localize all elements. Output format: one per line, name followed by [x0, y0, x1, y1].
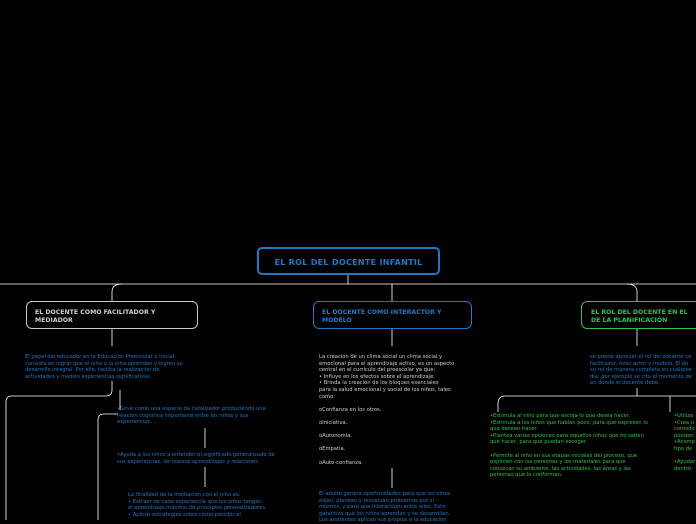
planificacion-intro-text: se puede apreciar el rol del docente co facilitador, Inter actor y modelo. El do su rol de manera completa en cualquie día, por ejemplo se cita el momento de en donde el docente debe: — [590, 354, 692, 387]
root-node-label: EL ROL DEL DOCENTE INFANTIL — [274, 258, 423, 267]
branch-planificacion-label: EL ROL DEL DOCENTE EN EL DE LA PLANIFICACIÓN — [591, 309, 688, 324]
root-node[interactable] — [257, 247, 440, 275]
branch-facilitador-node[interactable] — [26, 301, 198, 329]
branch-facilitador-label: EL DOCENTE COMO FACILITADOR Y MEDIADOR — [35, 309, 156, 324]
branch-interactor-node[interactable] — [313, 301, 472, 329]
interactor-sub-1-text: El adulto genera oportunidades para que los niños elijan, planean y resuelvan problemas por sí mismos, y para que interactúen entre ellos. Esto garantiza que los niños aprendan y se desarrollen. Los asistentes aplican sus propios a la educación — [319, 491, 451, 524]
facilitador-sub-3-text: La finalidad de la mediación con el niño es: • Extraer de cada experiencia que los niños tengan el aprendizaje máximo de principios generalizadores. • Aplicar estrategias sobre cómo percibir el — [128, 492, 267, 518]
facilitador-intro-text: El papel del educador en la Educación Preescolar o Inicial consiste en lograr que el niño o la niña aprendan y logren su desarrollo integral. Por ello, facilita la realización de actividades y medios experiencias significativas — [25, 354, 183, 380]
branch-planificacion-node[interactable] — [581, 301, 696, 329]
interactor-intro-text: La creación de un clima social un clima social y emocional para el aprendizaje activo, es un aspecto central en el currículo del preescolar ya que: • Influye en los efectos sobre el aprendizaje. • Brinda la creación de los bloques esenciales para la salud emocional y social de los niños, tales como: oConfianza en los otros. oIniciativa. oAutonomía. oEmpatía. oAuto-confianza. — [319, 354, 455, 466]
planificacion-sub-2-text: •Utiliza •Crea u comodo pueden •Acomp tipo de •Ayudar dentro — [674, 413, 696, 472]
planificacion-sub-1-text: •Estimula al niño para que escoja lo que desea hacer. •Estimula a los niños que hablan poco, para que expresen lo que desean hacer. •Plantea varias opciones para aquellos niños que no saben qué hacer, para que puedan escoger. •Permite al niño en sus etapas iniciales del proceso, que exploren con las personas y los materiales para que conozcan su ambiente, las actividades, las áreas y las personas que lo conforman. — [490, 413, 648, 479]
facilitador-sub-1-text: •Sirve como una especie de catalizador produciendo una relación cognitiva importante entre los niños y sus experiencias. — [117, 406, 266, 426]
branch-interactor-label: EL DOCENTE COMO INTERACTOR Y MODELO — [322, 309, 442, 324]
facilitador-sub-2-text: •Ayuda a los niños a entender el significado generalizado de sus experiencias, de nuevos aprendizajes y relaciones. — [117, 452, 275, 465]
